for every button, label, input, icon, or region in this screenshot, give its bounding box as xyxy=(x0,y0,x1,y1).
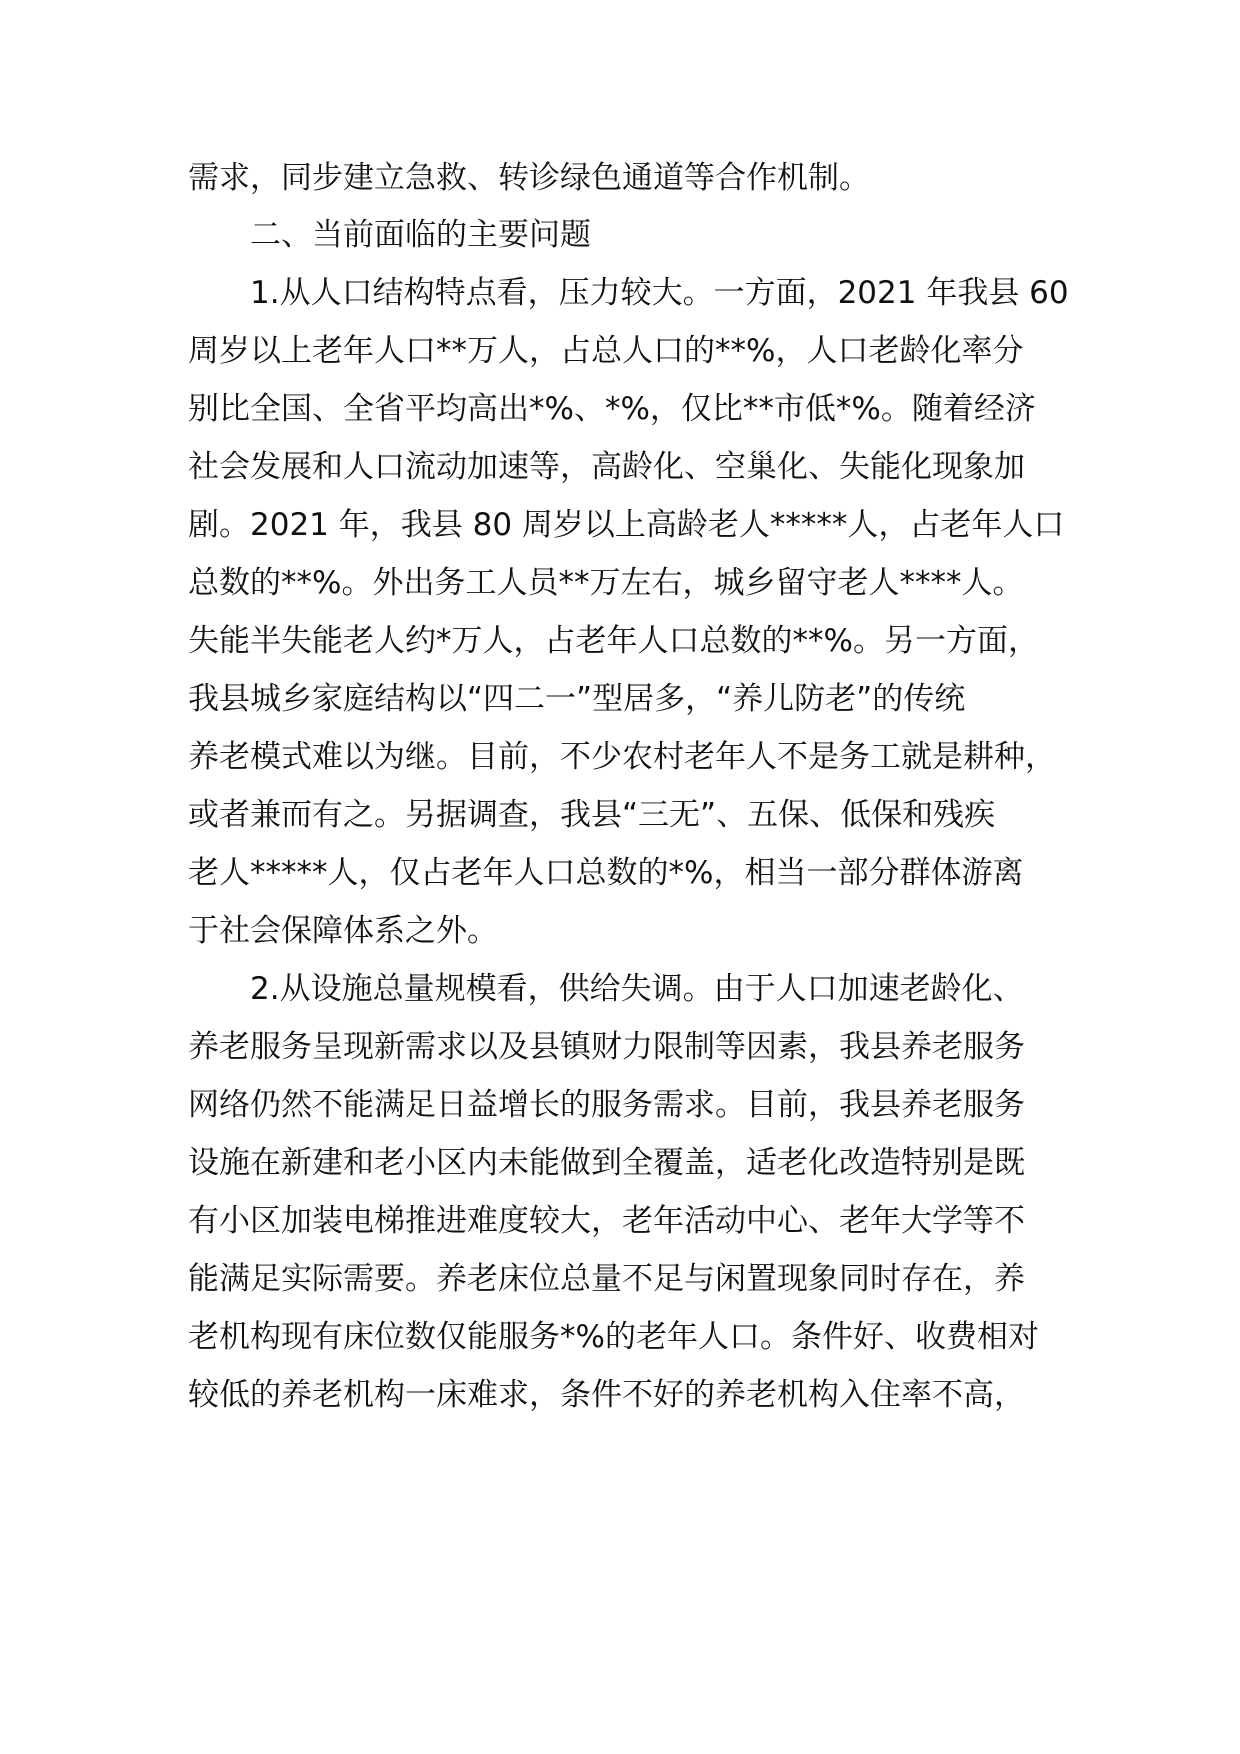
body-text-line: 2.从设施总量规模看，供给失调。由于人口加速老龄化、 xyxy=(250,971,1024,1007)
body-text-line: 失能半失能老人约*万人，占老年人口总数的**%。另一方面， xyxy=(188,623,1039,659)
body-text-line: 剧。2021 年，我县 80 周岁以上高龄老人*****人，占老年人口 xyxy=(188,507,1065,543)
body-text-line: 养老模式难以为继。目前，不少农村老年人不是务工就是耕种， xyxy=(188,739,1056,775)
body-text-line: 总数的**%。外出务工人员**万左右，城乡留守老人****人。 xyxy=(188,565,1024,601)
section-heading: 二、当前面临的主要问题 xyxy=(250,217,591,253)
body-text-line: 老人*****人，仅占老年人口总数的*%，相当一部分群体游离 xyxy=(188,855,1024,891)
body-text-line: 社会发展和人口流动加速等，高龄化、空巢化、失能化现象加 xyxy=(188,449,1025,485)
body-text-line: 有小区加装电梯推进难度较大，老年活动中心、老年大学等不 xyxy=(188,1203,1025,1239)
body-text-line: 养老服务呈现新需求以及县镇财力限制等因素，我县养老服务 xyxy=(188,1029,1025,1065)
body-text-line: 老机构现有床位数仅能服务*%的老年人口。条件好、收费相对 xyxy=(188,1319,1039,1355)
body-text-line: 别比全国、全省平均高出*%、*%，仅比**市低*%。随着经济 xyxy=(188,391,1036,427)
body-text-line: 或者兼而有之。另据调查，我县“三无”、五保、低保和残疾 xyxy=(188,797,996,833)
body-text-line: 设施在新建和老小区内未能做到全覆盖，适老化改造特别是既 xyxy=(188,1145,1025,1181)
body-text-line: 较低的养老机构一床难求，条件不好的养老机构入住率不高， xyxy=(188,1377,1025,1413)
body-text-line: 于社会保障体系之外。 xyxy=(188,913,498,949)
body-text-line: 能满足实际需要。养老床位总量不足与闲置现象同时存在，养 xyxy=(188,1261,1025,1297)
body-text-line: 周岁以上老年人口**万人，占总人口的**%，人口老龄化率分 xyxy=(188,333,1024,369)
body-text-line: 我县城乡家庭结构以“四二一”型居多，“养儿防老”的传统 xyxy=(188,681,966,717)
body-text-line: 1.从人口结构特点看，压力较大。一方面，2021 年我县 60 xyxy=(250,275,1069,311)
body-text-line: 需求，同步建立急救、转诊绿色通道等合作机制。 xyxy=(188,160,870,196)
body-text-line: 网络仍然不能满足日益增长的服务需求。目前，我县养老服务 xyxy=(188,1087,1025,1123)
